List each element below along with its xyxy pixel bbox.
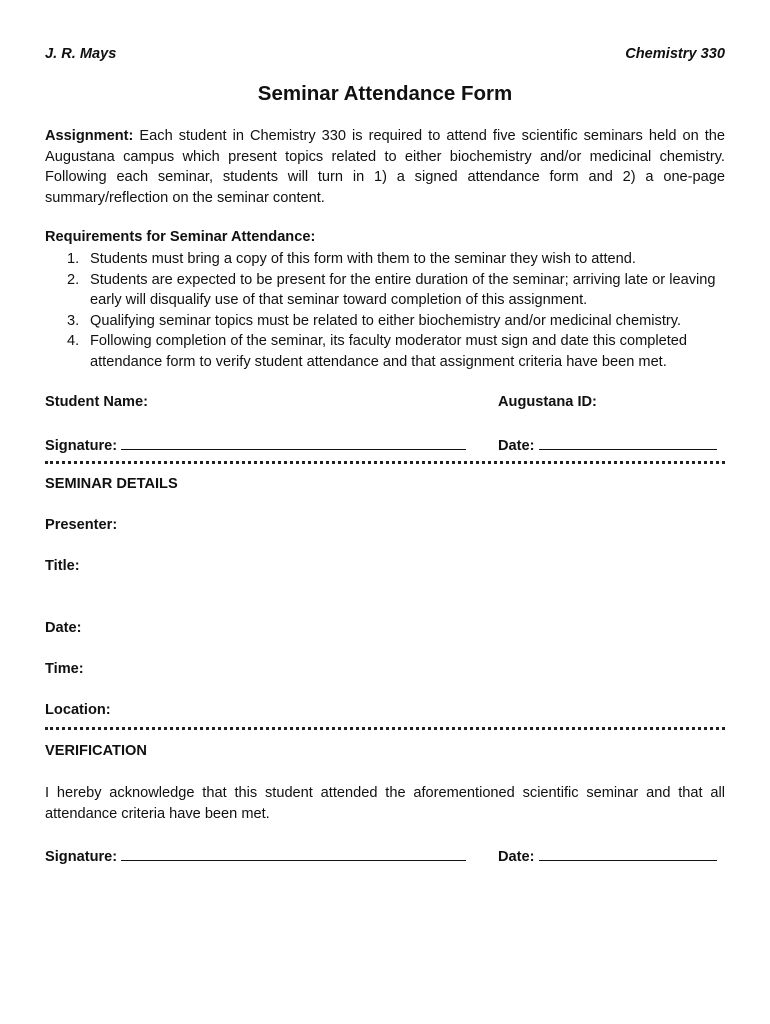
seminar-date-label: Date: [45,620,82,636]
moderator-date-field[interactable] [498,846,717,865]
author-name: J. R. Mays [45,46,117,62]
page-header [45,46,725,62]
seminar-title-field[interactable] [45,558,80,574]
seminar-time-label: Time: [45,661,84,677]
student-date-line[interactable] [539,435,717,450]
requirement-item: 4. Following completion of the seminar, its faculty moderator must sign and date this completed attendance form to verify student attendance and that assignment criteria have been met. [67,333,688,370]
presenter-label: Presenter: [45,517,118,533]
student-signature-field[interactable] [45,435,466,454]
seminar-title-label: Title: [45,558,80,574]
requirements-list [45,249,725,373]
assignment-paragraph [45,126,725,208]
page-title: Seminar Attendance Form [257,82,513,105]
moderator-date-label: Date: [498,849,535,865]
moderator-signature-field[interactable] [45,846,466,865]
student-name-field[interactable] [45,394,148,410]
section-divider [45,727,725,730]
seminar-time-field[interactable] [45,661,84,677]
student-signature-label: Signature: [45,438,118,454]
assignment-label: Assignment: [45,128,134,144]
requirement-item: 1. Students must bring a copy of this form with them to the seminar they wish to attend. [67,251,636,267]
verification-text: I hereby acknowledge that this student attended the aforementioned scientific seminar and that all attendance criteria have been met. [45,785,725,822]
section-divider [45,461,725,464]
student-signature-line[interactable] [121,435,466,450]
moderator-signature-label: Signature: [45,849,118,865]
student-name-label: Student Name: [45,394,148,410]
verification-heading: VERIFICATION [45,743,147,759]
seminar-location-label: Location: [45,702,111,718]
augustana-id-label: Augustana ID: [498,394,597,410]
requirement-item: 3. Qualifying seminar topics must be related to either biochemistry and/or medicinal chemistry. [67,312,682,329]
moderator-signature-line[interactable] [121,846,466,861]
assignment-text: Each student in Chemistry 330 is required to attend five scientific seminars held on the Augustana campus which present topics related to either biochemistry and/or medicinal chemistry. Following each seminar, students will turn in 1) a signed attendance form and 2) a one-page summary/reflection on the seminar content. [45,128,725,206]
augustana-id-field[interactable] [498,394,597,410]
requirement-item: 2. Students are expected to be present for the entire duration of the seminar; arriving late or leaving early will disqualify use of that seminar toward completion of this assignment. [67,271,716,309]
requirements-heading: Requirements for Seminar Attendance: [45,229,316,245]
moderator-date-line[interactable] [539,846,717,861]
student-date-field[interactable] [498,435,717,454]
student-date-label: Date: [498,438,535,454]
course-name: Chemistry 330 [625,46,725,62]
presenter-field[interactable] [45,517,117,533]
seminar-location-field[interactable] [45,702,111,718]
seminar-date-field[interactable] [45,620,82,636]
seminar-details-heading: SEMINAR DETAILS [45,476,178,492]
